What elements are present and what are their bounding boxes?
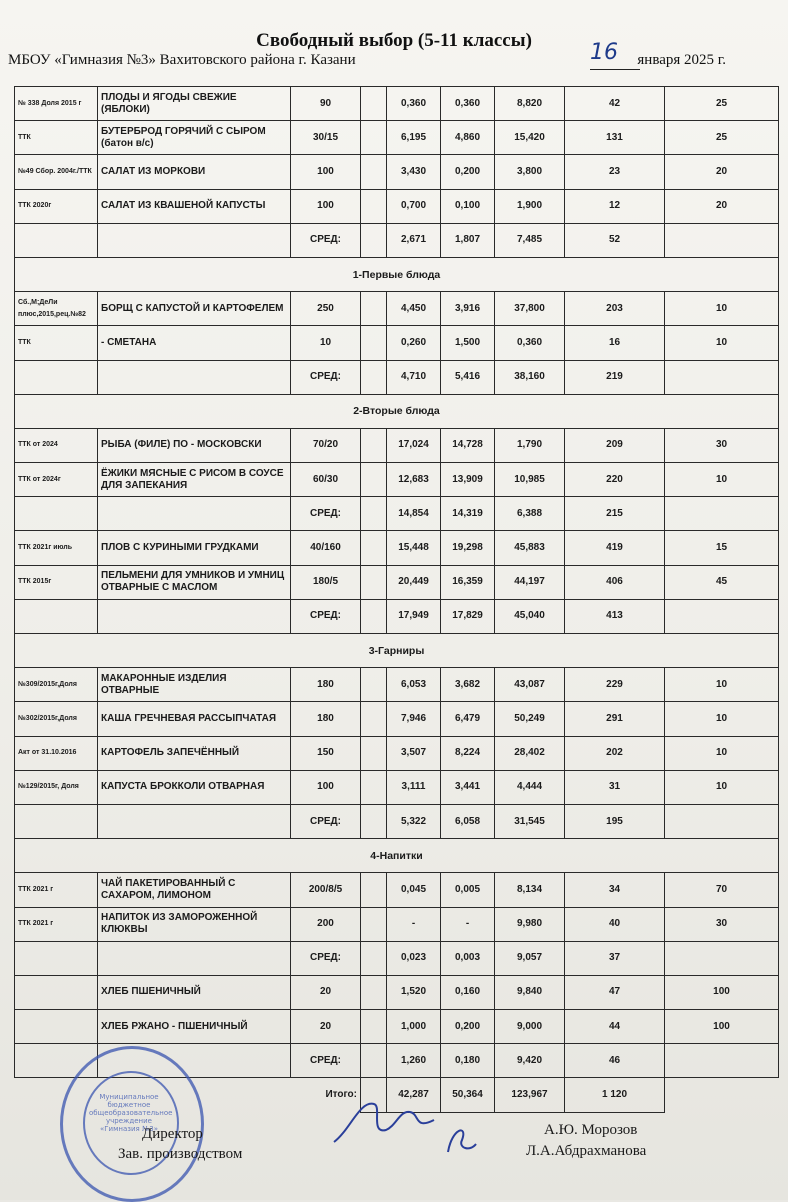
carbs-cell: 8,134 <box>495 873 565 907</box>
protein-cell: 1,260 <box>387 1044 441 1078</box>
fat-cell: 17,829 <box>441 599 495 633</box>
menu-item-row <box>15 189 779 223</box>
carbs-cell: 4,444 <box>495 770 565 804</box>
empty-cell <box>361 770 387 804</box>
fat-cell: 3,682 <box>441 668 495 702</box>
total-energy: 1 120 <box>565 1078 665 1112</box>
empty-cell <box>15 497 98 531</box>
portion-cell: 100 <box>291 770 361 804</box>
fat-cell: 1,807 <box>441 223 495 257</box>
section-title: 4-Напитки <box>15 839 779 873</box>
carbs-cell: 45,040 <box>495 599 565 633</box>
empty-cell <box>98 941 291 975</box>
fat-cell: 3,916 <box>441 292 495 326</box>
section-title: 1-Первые блюда <box>15 257 779 291</box>
dish-name-cell: САЛАТ ИЗ КВАШЕНОЙ КАПУСТЫ <box>98 189 291 223</box>
carbs-cell: 0,360 <box>495 326 565 360</box>
fat-cell: 4,860 <box>441 121 495 155</box>
empty-cell <box>361 326 387 360</box>
name-chef: Л.А.Абдрахманова <box>526 1143 647 1159</box>
empty-cell <box>665 1078 779 1112</box>
price-cell: 10 <box>665 292 779 326</box>
energy-cell: 413 <box>565 599 665 633</box>
empty-cell <box>665 497 779 531</box>
menu-item-row <box>15 668 779 702</box>
carbs-cell: 28,402 <box>495 736 565 770</box>
portion-cell: 10 <box>291 326 361 360</box>
portion-cell: 180 <box>291 668 361 702</box>
empty-cell <box>665 223 779 257</box>
empty-cell <box>665 941 779 975</box>
protein-cell: 14,854 <box>387 497 441 531</box>
price-cell: 10 <box>665 702 779 736</box>
price-cell: 100 <box>665 1010 779 1044</box>
dish-name-cell: ХЛЕБ РЖАНО - ПШЕНИЧНЫЙ <box>98 1010 291 1044</box>
menu-item-row <box>15 770 779 804</box>
average-label: СРЕД: <box>291 1044 361 1078</box>
dish-name-cell: БОРЩ С КАПУСТОЙ И КАРТОФЕЛЕМ <box>98 292 291 326</box>
recipe-ref-cell <box>15 975 98 1009</box>
recipe-ref-cell <box>15 1010 98 1044</box>
carbs-cell: 9,000 <box>495 1010 565 1044</box>
empty-cell <box>15 804 98 838</box>
empty-cell <box>361 1010 387 1044</box>
carbs-cell: 9,840 <box>495 975 565 1009</box>
date-underline <box>590 69 640 70</box>
portion-cell: 20 <box>291 1010 361 1044</box>
empty-cell <box>98 223 291 257</box>
average-label: СРЕД: <box>291 223 361 257</box>
average-row <box>15 941 779 975</box>
empty-cell <box>15 223 98 257</box>
price-cell: 10 <box>665 463 779 497</box>
recipe-ref-cell: ТТК 2021 г <box>15 873 98 907</box>
energy-cell: 40 <box>565 907 665 941</box>
empty-cell <box>361 121 387 155</box>
energy-cell: 215 <box>565 497 665 531</box>
empty-cell <box>361 907 387 941</box>
protein-cell: 3,507 <box>387 736 441 770</box>
energy-cell: 12 <box>565 189 665 223</box>
recipe-ref-cell: ТТК 2015г <box>15 565 98 599</box>
carbs-cell: 9,980 <box>495 907 565 941</box>
energy-cell: 219 <box>565 360 665 394</box>
dish-name-cell: БУТЕРБРОД ГОРЯЧИЙ С СЫРОМ (батон в/с) <box>98 121 291 155</box>
portion-cell: 60/30 <box>291 463 361 497</box>
empty-cell <box>361 702 387 736</box>
portion-cell: 30/15 <box>291 121 361 155</box>
energy-cell: 31 <box>565 770 665 804</box>
empty-cell <box>361 804 387 838</box>
recipe-ref-cell: ТТК 2021 г <box>15 907 98 941</box>
empty-cell <box>361 155 387 189</box>
average-label: СРЕД: <box>291 941 361 975</box>
carbs-cell: 31,545 <box>495 804 565 838</box>
empty-cell <box>361 736 387 770</box>
fat-cell: 3,441 <box>441 770 495 804</box>
carbs-cell: 7,485 <box>495 223 565 257</box>
portion-cell: 150 <box>291 736 361 770</box>
protein-cell: 0,360 <box>387 87 441 121</box>
energy-cell: 46 <box>565 1044 665 1078</box>
carbs-cell: 8,820 <box>495 87 565 121</box>
portion-cell: 70/20 <box>291 428 361 462</box>
protein-cell: 1,520 <box>387 975 441 1009</box>
carbs-cell: 44,197 <box>495 565 565 599</box>
energy-cell: 406 <box>565 565 665 599</box>
fat-cell: 14,319 <box>441 497 495 531</box>
name-director: А.Ю. Морозов <box>544 1122 638 1138</box>
dish-name-cell: ПЛОВ С КУРИНЫМИ ГРУДКАМИ <box>98 531 291 565</box>
average-row <box>15 223 779 257</box>
carbs-cell: 15,420 <box>495 121 565 155</box>
portion-cell: 20 <box>291 975 361 1009</box>
recipe-ref-cell: ТТК от 2024 <box>15 428 98 462</box>
fat-cell: 0,200 <box>441 155 495 189</box>
energy-cell: 195 <box>565 804 665 838</box>
protein-cell: 1,000 <box>387 1010 441 1044</box>
price-cell: 100 <box>665 975 779 1009</box>
menu-table <box>14 86 779 1113</box>
protein-cell: 0,023 <box>387 941 441 975</box>
total-fat: 50,364 <box>441 1078 495 1112</box>
protein-cell: 6,053 <box>387 668 441 702</box>
menu-item-row <box>15 326 779 360</box>
section-header-row <box>15 257 779 291</box>
empty-cell <box>361 1044 387 1078</box>
menu-item-row <box>15 873 779 907</box>
energy-cell: 291 <box>565 702 665 736</box>
carbs-cell: 6,388 <box>495 497 565 531</box>
protein-cell: 3,430 <box>387 155 441 189</box>
fat-cell: 0,005 <box>441 873 495 907</box>
carbs-cell: 43,087 <box>495 668 565 702</box>
energy-cell: 52 <box>565 223 665 257</box>
portion-cell: 40/160 <box>291 531 361 565</box>
fat-cell: 19,298 <box>441 531 495 565</box>
price-cell: 15 <box>665 531 779 565</box>
empty-cell <box>665 804 779 838</box>
empty-cell <box>361 565 387 599</box>
signature-director <box>330 1090 440 1150</box>
portion-cell: 100 <box>291 189 361 223</box>
fat-cell: 14,728 <box>441 428 495 462</box>
document-date: января 2025 г. <box>637 52 726 68</box>
price-cell: 10 <box>665 770 779 804</box>
menu-item-row <box>15 736 779 770</box>
empty-cell <box>665 1044 779 1078</box>
menu-item-row <box>15 1010 779 1044</box>
protein-cell: 17,024 <box>387 428 441 462</box>
portion-cell: 200 <box>291 907 361 941</box>
role-chef: Зав. производством <box>118 1146 243 1162</box>
recipe-ref-cell: №302/2015г,Доля <box>15 702 98 736</box>
empty-cell <box>15 360 98 394</box>
empty-cell <box>361 292 387 326</box>
energy-cell: 220 <box>565 463 665 497</box>
carbs-cell: 37,800 <box>495 292 565 326</box>
recipe-ref-cell: ТТК от 2024г <box>15 463 98 497</box>
dish-name-cell: РЫБА (ФИЛЕ) ПО - МОСКОВСКИ <box>98 428 291 462</box>
recipe-ref-cell: №49 Сбор. 2004г./ТТК <box>15 155 98 189</box>
school-name: МБОУ «Гимназия №3» Вахитовского района г. Казани <box>8 52 356 68</box>
carbs-cell: 1,900 <box>495 189 565 223</box>
menu-item-row <box>15 463 779 497</box>
carbs-cell: 45,883 <box>495 531 565 565</box>
average-row <box>15 497 779 531</box>
empty-cell <box>665 360 779 394</box>
average-label: СРЕД: <box>291 599 361 633</box>
protein-cell: 15,448 <box>387 531 441 565</box>
empty-cell <box>361 463 387 497</box>
fat-cell: 6,058 <box>441 804 495 838</box>
dish-name-cell: ХЛЕБ ПШЕНИЧНЫЙ <box>98 975 291 1009</box>
dish-name-cell: МАКАРОННЫЕ ИЗДЕЛИЯ ОТВАРНЫЕ <box>98 668 291 702</box>
empty-cell <box>15 941 98 975</box>
fat-cell: 0,100 <box>441 189 495 223</box>
carbs-cell: 10,985 <box>495 463 565 497</box>
fat-cell: 16,359 <box>441 565 495 599</box>
carbs-cell: 38,160 <box>495 360 565 394</box>
empty-cell <box>361 360 387 394</box>
total-carbs: 123,967 <box>495 1078 565 1112</box>
carbs-cell: 1,790 <box>495 428 565 462</box>
recipe-ref-cell: № 338 Доля 2015 г <box>15 87 98 121</box>
price-cell: 25 <box>665 121 779 155</box>
average-row <box>15 360 779 394</box>
average-label: СРЕД: <box>291 804 361 838</box>
fat-cell: 0,200 <box>441 1010 495 1044</box>
menu-item-row <box>15 428 779 462</box>
price-cell: 25 <box>665 87 779 121</box>
fat-cell: 8,224 <box>441 736 495 770</box>
stamp-text: Муниципальное бюджетное общеобразовательное учреждение «Гимназия №3» <box>89 1093 173 1133</box>
section-title: 2-Вторые блюда <box>15 394 779 428</box>
document-title: Свободный выбор (5-11 классы) <box>256 30 532 51</box>
empty-cell <box>15 599 98 633</box>
empty-cell <box>98 360 291 394</box>
dish-name-cell: ПЕЛЬМЕНИ ДЛЯ УМНИКОВ И УМНИЦ ОТВАРНЫЕ С МАСЛОМ <box>98 565 291 599</box>
empty-cell <box>361 531 387 565</box>
menu-item-row <box>15 292 779 326</box>
average-row <box>15 599 779 633</box>
role-director: Директор <box>142 1126 203 1142</box>
price-cell: 10 <box>665 668 779 702</box>
protein-cell: 2,671 <box>387 223 441 257</box>
recipe-ref-cell: Акт от 31.10.2016 <box>15 736 98 770</box>
carbs-cell: 9,420 <box>495 1044 565 1078</box>
price-cell: 20 <box>665 189 779 223</box>
portion-cell: 100 <box>291 155 361 189</box>
carbs-cell: 50,249 <box>495 702 565 736</box>
energy-cell: 202 <box>565 736 665 770</box>
protein-cell: 5,322 <box>387 804 441 838</box>
recipe-ref-cell: ТТК 2020г <box>15 189 98 223</box>
total-label: Итого: <box>15 1078 361 1112</box>
empty-cell <box>361 668 387 702</box>
dish-name-cell: ЁЖИКИ МЯСНЫЕ С РИСОМ В СОУСЕ ДЛЯ ЗАПЕКАНИЯ <box>98 463 291 497</box>
dish-name-cell: - СМЕТАНА <box>98 326 291 360</box>
menu-item-row <box>15 121 779 155</box>
protein-cell: 0,700 <box>387 189 441 223</box>
protein-cell: 17,949 <box>387 599 441 633</box>
protein-cell: - <box>387 907 441 941</box>
energy-cell: 16 <box>565 326 665 360</box>
portion-cell: 250 <box>291 292 361 326</box>
protein-cell: 4,450 <box>387 292 441 326</box>
portion-cell: 180/5 <box>291 565 361 599</box>
empty-cell <box>361 599 387 633</box>
protein-cell: 20,449 <box>387 565 441 599</box>
menu-item-row <box>15 975 779 1009</box>
fat-cell: 0,160 <box>441 975 495 1009</box>
protein-cell: 4,710 <box>387 360 441 394</box>
empty-cell <box>361 223 387 257</box>
price-cell: 30 <box>665 907 779 941</box>
average-label: СРЕД: <box>291 360 361 394</box>
carbs-cell: 9,057 <box>495 941 565 975</box>
fat-cell: 0,180 <box>441 1044 495 1078</box>
total-protein: 42,287 <box>387 1078 441 1112</box>
recipe-ref-cell: №129/2015г, Доля <box>15 770 98 804</box>
dish-name-cell: КАРТОФЕЛЬ ЗАПЕЧЁННЫЙ <box>98 736 291 770</box>
menu-item-row <box>15 702 779 736</box>
protein-cell: 12,683 <box>387 463 441 497</box>
handwritten-day: 16 <box>590 40 618 65</box>
portion-cell: 90 <box>291 87 361 121</box>
energy-cell: 203 <box>565 292 665 326</box>
energy-cell: 44 <box>565 1010 665 1044</box>
carbs-cell: 3,800 <box>495 155 565 189</box>
price-cell: 45 <box>665 565 779 599</box>
empty-cell <box>98 804 291 838</box>
section-header-row <box>15 839 779 873</box>
protein-cell: 3,111 <box>387 770 441 804</box>
empty-cell <box>98 497 291 531</box>
average-label: СРЕД: <box>291 497 361 531</box>
energy-cell: 37 <box>565 941 665 975</box>
fat-cell: 6,479 <box>441 702 495 736</box>
section-title: 3-Гарниры <box>15 634 779 668</box>
energy-cell: 229 <box>565 668 665 702</box>
signature-chef <box>440 1118 480 1158</box>
empty-cell <box>361 87 387 121</box>
section-header-row <box>15 634 779 668</box>
price-cell: 30 <box>665 428 779 462</box>
energy-cell: 131 <box>565 121 665 155</box>
protein-cell: 0,045 <box>387 873 441 907</box>
energy-cell: 209 <box>565 428 665 462</box>
protein-cell: 7,946 <box>387 702 441 736</box>
fat-cell: 0,003 <box>441 941 495 975</box>
portion-cell: 200/8/5 <box>291 873 361 907</box>
protein-cell: 0,260 <box>387 326 441 360</box>
menu-item-row <box>15 531 779 565</box>
dish-name-cell: КАПУСТА БРОККОЛИ ОТВАРНАЯ <box>98 770 291 804</box>
dish-name-cell: САЛАТ ИЗ МОРКОВИ <box>98 155 291 189</box>
energy-cell: 23 <box>565 155 665 189</box>
empty-cell <box>361 428 387 462</box>
recipe-ref-cell: ТТК 2021г июль <box>15 531 98 565</box>
menu-item-row <box>15 565 779 599</box>
price-cell: 10 <box>665 736 779 770</box>
fat-cell: 13,909 <box>441 463 495 497</box>
fat-cell: 0,360 <box>441 87 495 121</box>
school-stamp <box>60 1046 204 1202</box>
price-cell: 70 <box>665 873 779 907</box>
dish-name-cell: КАША ГРЕЧНЕВАЯ РАССЫПЧАТАЯ <box>98 702 291 736</box>
empty-cell <box>665 599 779 633</box>
protein-cell: 6,195 <box>387 121 441 155</box>
fat-cell: - <box>441 907 495 941</box>
empty-cell <box>98 599 291 633</box>
empty-cell <box>361 873 387 907</box>
recipe-ref-cell: Сб.,М;ДеЛи плюс,2015,рец.№82 <box>15 292 98 326</box>
fat-cell: 5,416 <box>441 360 495 394</box>
menu-item-row <box>15 155 779 189</box>
average-row <box>15 804 779 838</box>
energy-cell: 42 <box>565 87 665 121</box>
recipe-ref-cell: ТТК <box>15 121 98 155</box>
empty-cell <box>361 975 387 1009</box>
menu-item-row <box>15 907 779 941</box>
energy-cell: 34 <box>565 873 665 907</box>
fat-cell: 1,500 <box>441 326 495 360</box>
empty-cell <box>361 497 387 531</box>
dish-name-cell: ПЛОДЫ И ЯГОДЫ СВЕЖИЕ (ЯБЛОКИ) <box>98 87 291 121</box>
dish-name-cell: НАПИТОК ИЗ ЗАМОРОЖЕННОЙ КЛЮКВЫ <box>98 907 291 941</box>
section-header-row <box>15 394 779 428</box>
energy-cell: 419 <box>565 531 665 565</box>
empty-cell <box>361 189 387 223</box>
recipe-ref-cell: ТТК <box>15 326 98 360</box>
price-cell: 20 <box>665 155 779 189</box>
portion-cell: 180 <box>291 702 361 736</box>
energy-cell: 47 <box>565 975 665 1009</box>
menu-item-row <box>15 87 779 121</box>
empty-cell <box>361 941 387 975</box>
price-cell: 10 <box>665 326 779 360</box>
dish-name-cell: ЧАЙ ПАКЕТИРОВАННЫЙ С САХАРОМ, ЛИМОНОМ <box>98 873 291 907</box>
recipe-ref-cell: №309/2015г,Доля <box>15 668 98 702</box>
